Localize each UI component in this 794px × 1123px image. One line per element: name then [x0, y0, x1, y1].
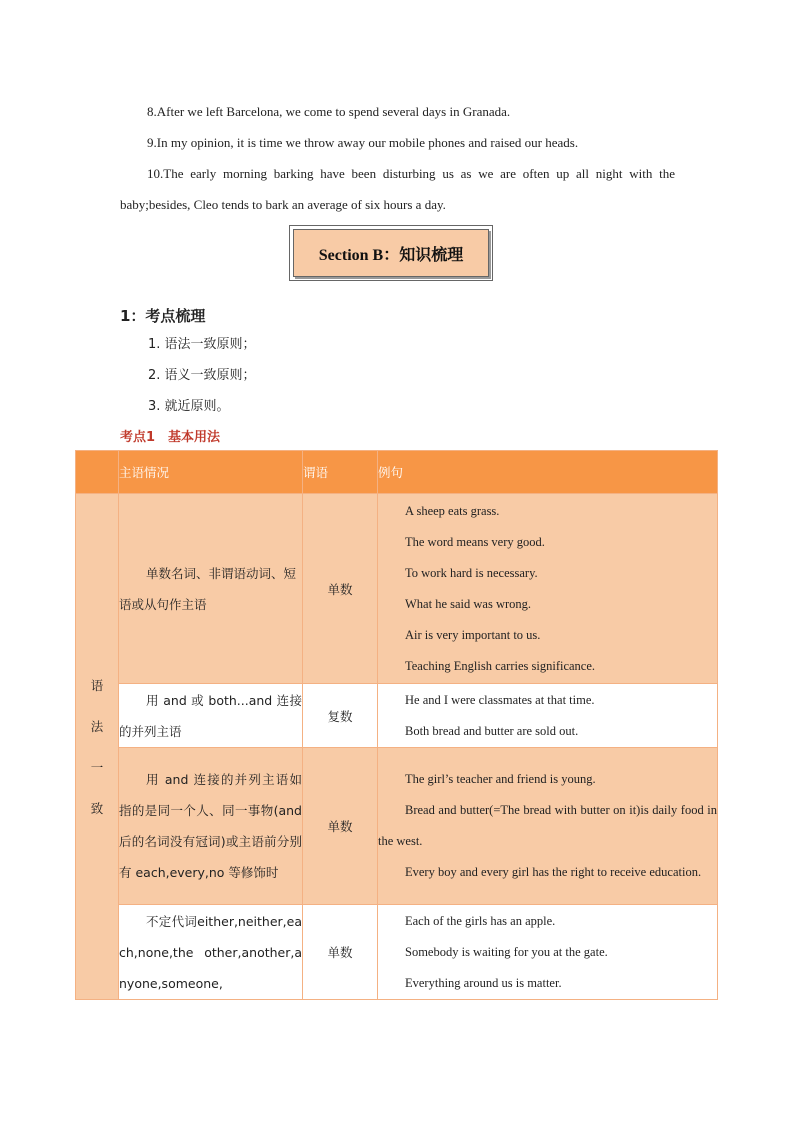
- example-sentence: The girl’s teacher and friend is young.: [405, 772, 596, 786]
- usage-table: [75, 450, 718, 1000]
- subject-cell: [119, 748, 303, 905]
- example-sentence: Bread and butter(=The bread with butter on it)is daily food in the west.: [378, 803, 717, 848]
- example-sentence: Everything around us is matter.: [405, 975, 562, 990]
- example-sentence: Each of the girls has an apple.: [405, 913, 556, 928]
- sentence-10-line1: 10.The early morning barking have been disturbing us as we are often up all night with the: [147, 166, 675, 181]
- rule-item-3: 3. 就近原则。: [148, 399, 230, 414]
- sentence-8: 8.After we left Barcelona, we come to spend several days in Granada.: [147, 104, 511, 119]
- category-char: 语: [90, 677, 104, 693]
- predicate-cell: 复数: [303, 684, 378, 748]
- example-sentence: Both bread and butter are sold out.: [405, 723, 579, 738]
- header-corner: [76, 451, 119, 494]
- example-sentence: Air is very important to us.: [405, 627, 541, 642]
- example-sentence: He and I were classmates at that time.: [405, 692, 595, 707]
- example-cell: [378, 494, 718, 684]
- table-header-row: [76, 451, 718, 494]
- subject-text: 用 and 或 both...and 连接的并列主语: [119, 692, 302, 739]
- example-sentence: The word means very good.: [405, 534, 545, 549]
- subject-text: 不定代词either,neither,each,none,the other,another,anyone,someone,: [119, 913, 302, 991]
- subject-cell: [119, 684, 303, 748]
- subject-cell: [119, 494, 303, 684]
- example-sentence: A sheep eats grass.: [405, 503, 500, 518]
- example-sentence: Teaching English carries significance.: [405, 658, 596, 673]
- predicate-cell: 单数: [303, 905, 378, 1000]
- predicate-cell: 单数: [303, 494, 378, 684]
- category-char: 致: [90, 800, 104, 816]
- example-cell: [378, 684, 718, 748]
- table-row: [76, 684, 718, 748]
- example-sentence: Somebody is waiting for you at the gate.: [405, 944, 608, 959]
- example-sentence: To work hard is necessary.: [405, 565, 538, 580]
- example-cell: [378, 748, 718, 905]
- subject-text: 单数名词、非谓语动词、短语或从句作主语: [119, 565, 297, 612]
- predicate-cell: 单数: [303, 748, 378, 905]
- subject-text: 用 and 连接的并列主语如指的是同一个人、同一事物(and 后的名词没有冠词)或主语前分别有 each,every,no 等修饰时: [119, 772, 302, 880]
- example-sentence: What he said was wrong.: [405, 596, 532, 611]
- section-title: Section B：知识梳理: [293, 229, 489, 277]
- subject-cell: [119, 905, 303, 1000]
- category-cell: [76, 494, 119, 1000]
- table-row: [76, 748, 718, 905]
- header-predicate: 谓语: [303, 451, 378, 494]
- rule-item-2: 2. 语义一致原则；: [148, 368, 256, 383]
- table-row: [76, 905, 718, 1000]
- kaodian-1-title: 考点1 基本用法: [120, 430, 221, 445]
- heading-kaodian-shuli: 1：考点梳理: [120, 307, 206, 325]
- example-sentence: Every boy and every girl has the right to receive education.: [405, 865, 702, 879]
- category-char: 一: [90, 759, 104, 775]
- header-subject: 主语情况: [119, 451, 303, 494]
- category-char: 法: [90, 718, 104, 734]
- example-cell: [378, 905, 718, 1000]
- header-example: 例句: [378, 451, 718, 494]
- rule-item-1: 1. 语法一致原则；: [148, 337, 256, 352]
- sentence-9: 9.In my opinion, it is time we throw away our mobile phones and raised our heads.: [147, 135, 579, 150]
- table-row: [76, 494, 718, 684]
- sentence-10-line2: baby;besides, Cleo tends to bark an average of six hours a day.: [120, 197, 446, 212]
- section-title-box: [289, 225, 493, 281]
